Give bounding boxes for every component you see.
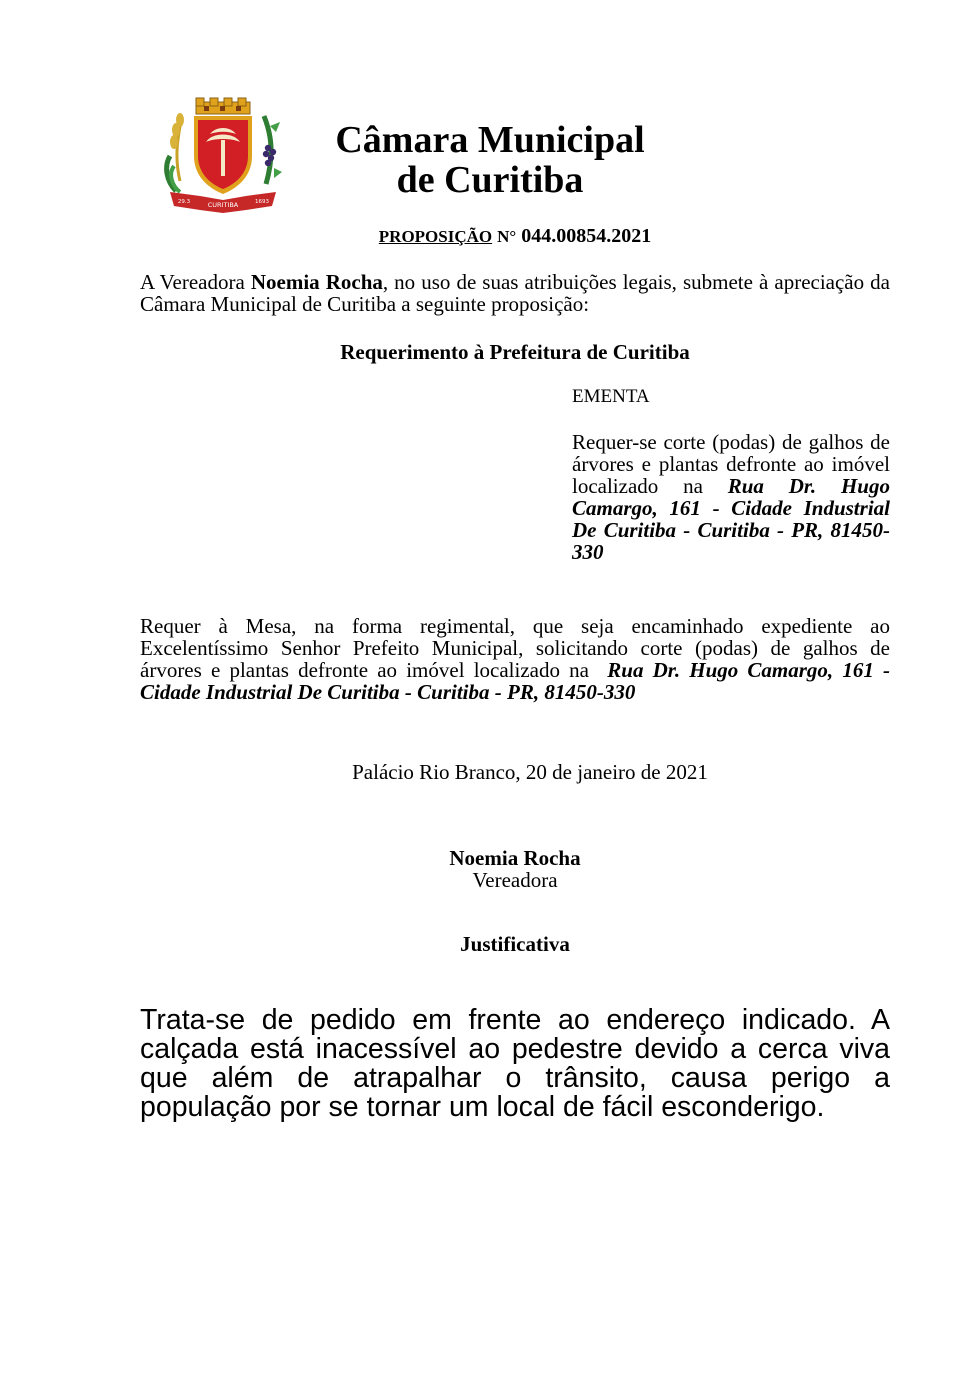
crown-icon — [196, 98, 250, 114]
ementa-text — [572, 431, 890, 563]
institution-name — [300, 120, 680, 200]
institution-line-1: Câmara Municipal — [335, 119, 645, 161]
curitiba-coat-of-arms-icon — [160, 96, 286, 214]
ribbon-icon — [170, 192, 276, 213]
proposicao-heading — [140, 225, 890, 248]
svg-text:CURITIBA: CURITIBA — [207, 201, 239, 209]
justificativa-title: Justificativa — [460, 932, 570, 956]
requer-body: Requer à Mesa, na forma regimental, que seja encaminhado expediente ao Excelentíssimo Senhor Prefeito Municipal, solicitando corte (podas) de galhos de árvores e plantas defronte ao imóvel localizado na — [140, 614, 890, 682]
local-date: Palácio Rio Branco, 20 de janeiro de 2021 — [352, 760, 708, 784]
wheat-icon — [167, 113, 184, 192]
svg-text:1693: 1693 — [255, 199, 269, 205]
ementa-address: Rua Dr. Hugo Camargo, 161 - Cidade Industrial De Curitiba - Curitiba - PR, 81450-330 — [572, 474, 890, 564]
grapes-icon — [263, 116, 282, 184]
shield-icon — [194, 116, 252, 194]
request-title: Requerimento à Prefeitura de Curitiba — [340, 340, 690, 364]
proposicao-number: 044.00854.2021 — [521, 225, 652, 247]
justificativa-text: Trata-se de pedido em frente ao endereço indicado. A calçada está inacessível ao pedestre devido a cerca viva que além de atrapalhar o trânsito, causa perigo a população por se tornar um local de fácil esconderigo. — [140, 1004, 890, 1123]
requer-address: Rua Dr. Hugo Camargo, 161 - Cidade Industrial De Curitiba - Curitiba - PR, 81450-330 — [140, 658, 890, 704]
proposicao-label: PROPOSIÇÃO — [378, 227, 493, 246]
intro-part1: A Vereadora — [140, 270, 245, 294]
signer-role: Vereadora — [472, 868, 558, 892]
signer-name: Noemia Rocha — [449, 846, 581, 870]
ementa-label: EMENTA — [572, 386, 650, 407]
intro-paragraph — [140, 271, 890, 315]
svg-text:29.3: 29.3 — [177, 199, 191, 205]
institution-line-2: de Curitiba — [396, 159, 584, 201]
proposicao-degree: N° — [497, 227, 517, 246]
requer-paragraph — [140, 615, 890, 703]
intro-councilor-name: Noemia Rocha — [250, 270, 383, 294]
ementa-body: Requer-se corte (podas) de galhos de árvores e plantas defronte ao imóvel localizado na — [572, 430, 890, 498]
intro-part2: , no uso de suas atribuições legais, submete à apreciação da Câmara Municipal de Curitiba a seguinte proposição: — [140, 270, 890, 316]
